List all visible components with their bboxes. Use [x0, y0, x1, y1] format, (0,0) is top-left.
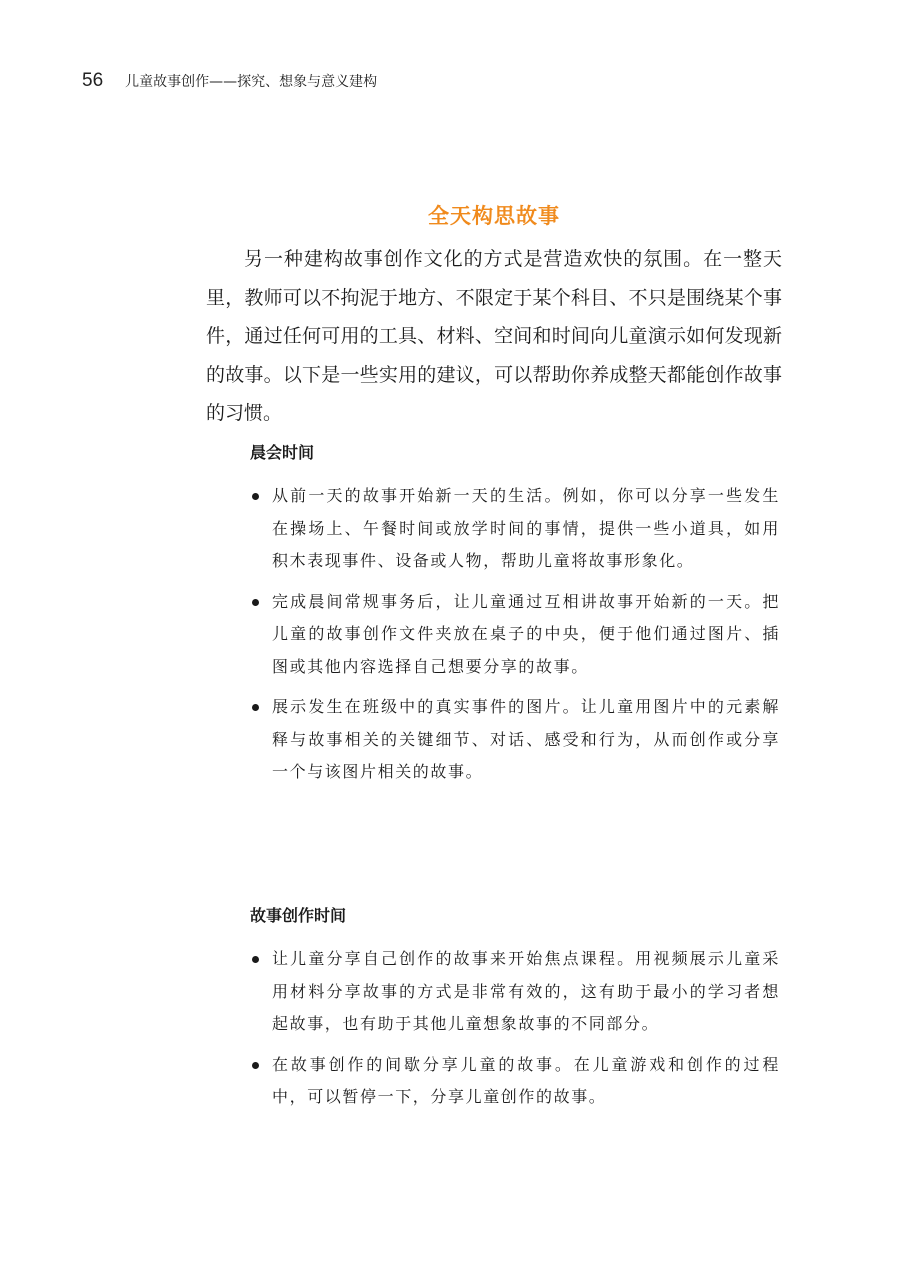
bullet-icon — [252, 599, 259, 606]
bullet-icon — [252, 704, 259, 711]
list-item-text: 在故事创作的间歇分享儿童的故事。在儿童游戏和创作的过程中，可以暂停一下，分享儿童创作的故事。 — [272, 1054, 780, 1106]
morning-meeting-section — [250, 440, 780, 789]
bullet-icon — [252, 1062, 259, 1069]
section-heading: 故事创作时间 — [250, 906, 347, 925]
section-title: 全天构思故事 — [428, 204, 560, 229]
list-item — [250, 691, 780, 789]
story-creation-section — [250, 903, 780, 1114]
bullet-list — [250, 480, 780, 789]
bullet-icon — [252, 956, 259, 963]
list-item-text: 让儿童分享自己创作的故事来开始焦点课程。用视频展示儿童采用材料分享故事的方式是非常有效的，这有助于最小的学习者想起故事，也有助于其他儿童想象故事的不同部分。 — [272, 949, 780, 1033]
page-number: 56 — [82, 70, 104, 91]
bullet-icon — [252, 493, 259, 500]
running-header — [82, 70, 377, 94]
list-item-text: 完成晨间常规事务后，让儿童通过互相讲故事开始新的一天。把儿童的故事创作文件夹放在桌子的中央，便于他们通过图片、插图或其他内容选择自己想要分享的故事。 — [272, 591, 780, 676]
intro-paragraph: 另一种建构故事创作文化的方式是营造欢快的氛围。在一整天里，教师可以不拘泥于地方、不限定于某个科目、不只是围绕某个事件，通过任何可用的工具、材料、空间和时间向儿童演示如何发现新的故事。以下是一些实用的建议，可以帮助你养成整天都能创作故事的习惯。 — [206, 248, 782, 424]
book-title: 儿童故事创作——探究、想象与意义建构 — [125, 74, 378, 90]
list-item — [250, 943, 780, 1041]
section-heading: 晨会时间 — [250, 443, 315, 462]
list-item — [250, 586, 780, 684]
list-item — [250, 1049, 780, 1114]
list-item — [250, 480, 780, 578]
list-item-text: 展示发生在班级中的真实事件的图片。让儿童用图片中的元素解释与故事相关的关键细节、对话、感受和行为，从而创作或分享一个与该图片相关的故事。 — [272, 697, 780, 781]
bullet-list — [250, 943, 780, 1114]
list-item-text: 从前一天的故事开始新一天的生活。例如，你可以分享一些发生在操场上、午餐时间或放学时间的事情，提供一些小道具，如用积木表现事件、设备或人物，帮助儿童将故事形象化。 — [272, 486, 780, 570]
